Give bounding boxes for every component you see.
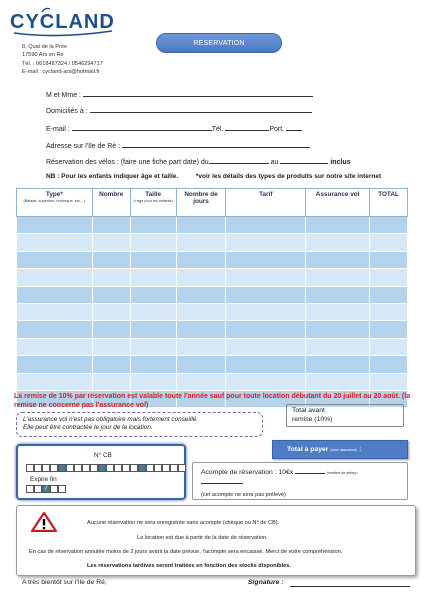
table-row <box>17 303 408 320</box>
address-field[interactable] <box>90 105 312 113</box>
card-digit-cell[interactable] <box>42 464 50 472</box>
email-field[interactable] <box>72 123 212 131</box>
table-cell[interactable] <box>226 217 306 234</box>
card-separator-cell <box>138 464 146 472</box>
table-cell[interactable] <box>92 373 130 390</box>
signature-label: Signature : <box>248 579 284 586</box>
table-cell[interactable] <box>92 234 130 251</box>
table-cell[interactable] <box>176 251 226 268</box>
warning-line-2: La location est due à partir de la date de réservation. <box>137 535 268 541</box>
card-digit-cell[interactable] <box>34 464 42 472</box>
deposit-note: (cet acompte ne sera pas prélevé) <box>201 492 286 498</box>
name-row <box>46 89 313 99</box>
table-cell[interactable] <box>370 338 408 355</box>
total-to-pay-sub: (avec assurance) <box>330 448 358 452</box>
total-before-discount-box[interactable] <box>286 404 404 427</box>
table-cell[interactable] <box>306 217 370 234</box>
shop-address <box>22 43 103 77</box>
card-digit-cell[interactable] <box>162 464 170 472</box>
dates-label: Réservation des vélos : (faire une fiche part date) du <box>46 159 209 166</box>
table-body <box>17 217 408 408</box>
warning-line-4: Les réservations tardives seront traitées en fonction des stocks disponibles. <box>87 563 291 569</box>
card-digit-cell[interactable] <box>26 464 34 472</box>
table-row <box>17 321 408 338</box>
email-label: E-mail : <box>46 126 70 133</box>
address-line: Tél. : 0618487324 / 0546294717 <box>22 60 103 67</box>
table-cell[interactable] <box>130 269 176 286</box>
col-header-tarif: Tarif <box>226 189 306 217</box>
card-digit-cell[interactable] <box>178 464 186 472</box>
card-digit-cell[interactable] <box>66 464 74 472</box>
table-cell[interactable] <box>226 251 306 268</box>
port-label: Port. <box>269 126 285 133</box>
table-cell[interactable] <box>130 217 176 234</box>
table-cell[interactable] <box>17 303 93 320</box>
expiry-separator-cell: / <box>42 485 50 493</box>
table-cell[interactable] <box>370 286 408 303</box>
name-field[interactable] <box>83 89 313 97</box>
card-digit-cell[interactable] <box>146 464 154 472</box>
expiry-label: Expire fin <box>30 476 57 483</box>
table-header-row <box>17 189 408 217</box>
card-separator-cell <box>58 464 66 472</box>
table-cell[interactable] <box>226 303 306 320</box>
table-cell[interactable] <box>130 303 176 320</box>
table-cell[interactable] <box>370 373 408 390</box>
col-header-assurance: Assurance vol <box>306 189 370 217</box>
table-cell[interactable] <box>176 373 226 390</box>
col-header-jours: Nombre de jours <box>176 189 226 217</box>
table-cell[interactable] <box>226 234 306 251</box>
table-cell[interactable] <box>92 251 130 268</box>
table-cell[interactable] <box>176 356 226 373</box>
island-address-row <box>46 140 310 150</box>
col-header-total: TOTAL <box>370 189 408 217</box>
bike-count-label: (nombre de vélos)= <box>326 471 359 475</box>
table-cell[interactable] <box>92 269 130 286</box>
table-cell[interactable] <box>130 356 176 373</box>
table-row <box>17 217 408 234</box>
name-label: M et Mme : <box>46 92 82 99</box>
warning-line-3: En cas de réservation annulée moins de 2 jours avant la date prévue, l'acompte sera encaissé. Merci de votre compréhension. <box>29 549 343 555</box>
table-cell[interactable] <box>306 338 370 355</box>
table-cell[interactable] <box>306 321 370 338</box>
table-cell[interactable] <box>17 321 93 338</box>
table-cell[interactable] <box>306 286 370 303</box>
table-cell[interactable] <box>92 321 130 338</box>
table-cell[interactable] <box>306 251 370 268</box>
warning-line-1: Aucune réservation ne sera enregistrée sans acompte (chèque ou N° de CB). <box>87 520 280 526</box>
contact-row <box>46 123 302 133</box>
logo-text: CYCLAND <box>10 11 115 33</box>
total-to-pay-label: Total à payer <box>287 446 329 453</box>
col-header-nombre: Nombre <box>92 189 130 217</box>
table-cell[interactable] <box>370 303 408 320</box>
card-digit-cell[interactable] <box>114 464 122 472</box>
card-digit-cell[interactable] <box>82 464 90 472</box>
date-from-field[interactable] <box>209 156 269 164</box>
table-cell[interactable] <box>226 321 306 338</box>
table-cell[interactable] <box>176 217 226 234</box>
table-cell[interactable] <box>226 286 306 303</box>
table-cell[interactable] <box>226 356 306 373</box>
table-row <box>17 338 408 355</box>
table-cell[interactable] <box>176 269 226 286</box>
insurance-line-1: L'assurance vol n'est pas obligatoire mais fortement conseillé. <box>23 416 199 423</box>
total-to-pay-colon: : <box>359 446 362 453</box>
table-cell[interactable] <box>226 338 306 355</box>
table-row <box>17 286 408 303</box>
inclus-label: inclus <box>330 159 351 166</box>
credit-card-box <box>16 444 186 500</box>
rental-table <box>16 188 408 408</box>
card-digit-cell[interactable] <box>154 464 162 472</box>
table-cell[interactable] <box>176 303 226 320</box>
table-cell[interactable] <box>17 356 93 373</box>
port-field[interactable] <box>286 123 302 131</box>
address-line: 17590 Ars en Ré <box>22 52 64 59</box>
card-digit-cell[interactable] <box>170 464 178 472</box>
col-header-type: Type* (Balade, supérieur, remorque, etc....) <box>17 189 93 217</box>
table-cell[interactable] <box>176 286 226 303</box>
table-cell[interactable] <box>306 303 370 320</box>
table-cell[interactable] <box>92 286 130 303</box>
table-cell[interactable] <box>92 217 130 234</box>
card-digit-cell[interactable] <box>130 464 138 472</box>
table-cell[interactable] <box>92 338 130 355</box>
address-row <box>46 105 312 115</box>
table-cell[interactable] <box>130 373 176 390</box>
expiry-digit-cell[interactable] <box>34 485 42 493</box>
table-cell[interactable] <box>130 251 176 268</box>
card-digit-cell[interactable] <box>50 464 58 472</box>
date-to-field[interactable] <box>280 156 328 164</box>
table-cell[interactable] <box>176 338 226 355</box>
table-cell[interactable] <box>370 251 408 268</box>
warning-box <box>16 505 416 576</box>
au-label: au <box>270 159 279 166</box>
expiry-digit-cell[interactable] <box>26 485 34 493</box>
address-line: E-mail : cycland-ars@hotmail.fr <box>22 69 100 76</box>
table-cell[interactable] <box>17 338 93 355</box>
nb-note <box>46 173 381 180</box>
table-cell[interactable] <box>306 234 370 251</box>
table-row <box>17 234 408 251</box>
table-cell[interactable] <box>17 373 93 390</box>
total-to-pay-box[interactable] <box>272 440 408 459</box>
card-digit-cell[interactable] <box>122 464 130 472</box>
table-cell[interactable] <box>370 321 408 338</box>
nb-left: NB : Pour les enfants indiquer âge et taille. <box>46 173 179 180</box>
table-cell[interactable] <box>370 217 408 234</box>
table-cell[interactable] <box>226 373 306 390</box>
table-cell[interactable] <box>306 269 370 286</box>
card-separator-cell <box>98 464 106 472</box>
card-digit-cell[interactable] <box>106 464 114 472</box>
nb-right: *voir les détails des types de produits sur notre site internet <box>195 173 382 180</box>
table-cell[interactable] <box>370 356 408 373</box>
table-cell[interactable] <box>370 269 408 286</box>
tel-field[interactable] <box>225 123 269 131</box>
table-row <box>17 251 408 268</box>
table-cell[interactable] <box>176 321 226 338</box>
card-digit-cell[interactable] <box>90 464 98 472</box>
table-cell[interactable] <box>17 251 93 268</box>
address-label: Domiciliés à : <box>46 108 88 115</box>
table-cell[interactable] <box>92 303 130 320</box>
card-number-label: N° CB <box>94 452 112 459</box>
card-digit-cell[interactable] <box>74 464 82 472</box>
col-header-taille: Taille (+age pour les enfants) <box>130 189 176 217</box>
deposit-box <box>192 462 408 500</box>
island-address-field[interactable] <box>122 140 310 148</box>
signature-field[interactable] <box>290 586 410 587</box>
table-cell[interactable] <box>92 356 130 373</box>
insurance-note <box>16 412 263 437</box>
tel-label: Tél. <box>211 126 224 133</box>
table-cell[interactable] <box>226 269 306 286</box>
table-row <box>17 269 408 286</box>
dates-row <box>46 156 351 166</box>
table-cell[interactable] <box>306 373 370 390</box>
table-cell[interactable] <box>17 234 93 251</box>
table-cell[interactable] <box>17 286 93 303</box>
table-cell[interactable] <box>176 234 226 251</box>
table-row <box>17 356 408 373</box>
deposit-row <box>201 468 399 487</box>
reservation-button[interactable]: RESERVATION <box>156 33 282 53</box>
discount-notice: La remise de 10% par réservation est valable toute l'année sauf pour toute location débutant du 20 juillet au 20 août. (la remise ne concerne pas l'assurance vol) <box>14 393 411 409</box>
table-cell[interactable] <box>17 269 93 286</box>
warning-icon <box>31 512 57 537</box>
cycland-logo <box>8 6 118 40</box>
table-cell[interactable] <box>306 356 370 373</box>
table-cell[interactable] <box>130 321 176 338</box>
island-address-label: Adresse sur l'Ile de Ré : <box>46 143 121 150</box>
expiry-digit-cell[interactable] <box>50 485 58 493</box>
greeting: A très bientôt sur l'Ile de Ré, <box>22 579 107 586</box>
expiry-digit-cell[interactable] <box>58 485 66 493</box>
table-cell[interactable] <box>130 286 176 303</box>
address-line: 8, Quai de la Prée <box>22 44 68 50</box>
deposit-label: Acompte de réservation : 10€x <box>201 469 294 476</box>
bike-count-field[interactable] <box>295 468 325 474</box>
discount-label: remise (10%) <box>292 415 333 423</box>
insurance-line-2: Elle peut être contractée le jour de la location. <box>23 424 153 432</box>
table-cell[interactable] <box>370 234 408 251</box>
table-row <box>17 373 408 390</box>
table-cell[interactable] <box>130 234 176 251</box>
total-before-label: Total avant <box>292 407 325 414</box>
table-cell[interactable] <box>17 217 93 234</box>
deposit-total-field[interactable] <box>201 478 243 484</box>
table-cell[interactable] <box>130 338 176 355</box>
